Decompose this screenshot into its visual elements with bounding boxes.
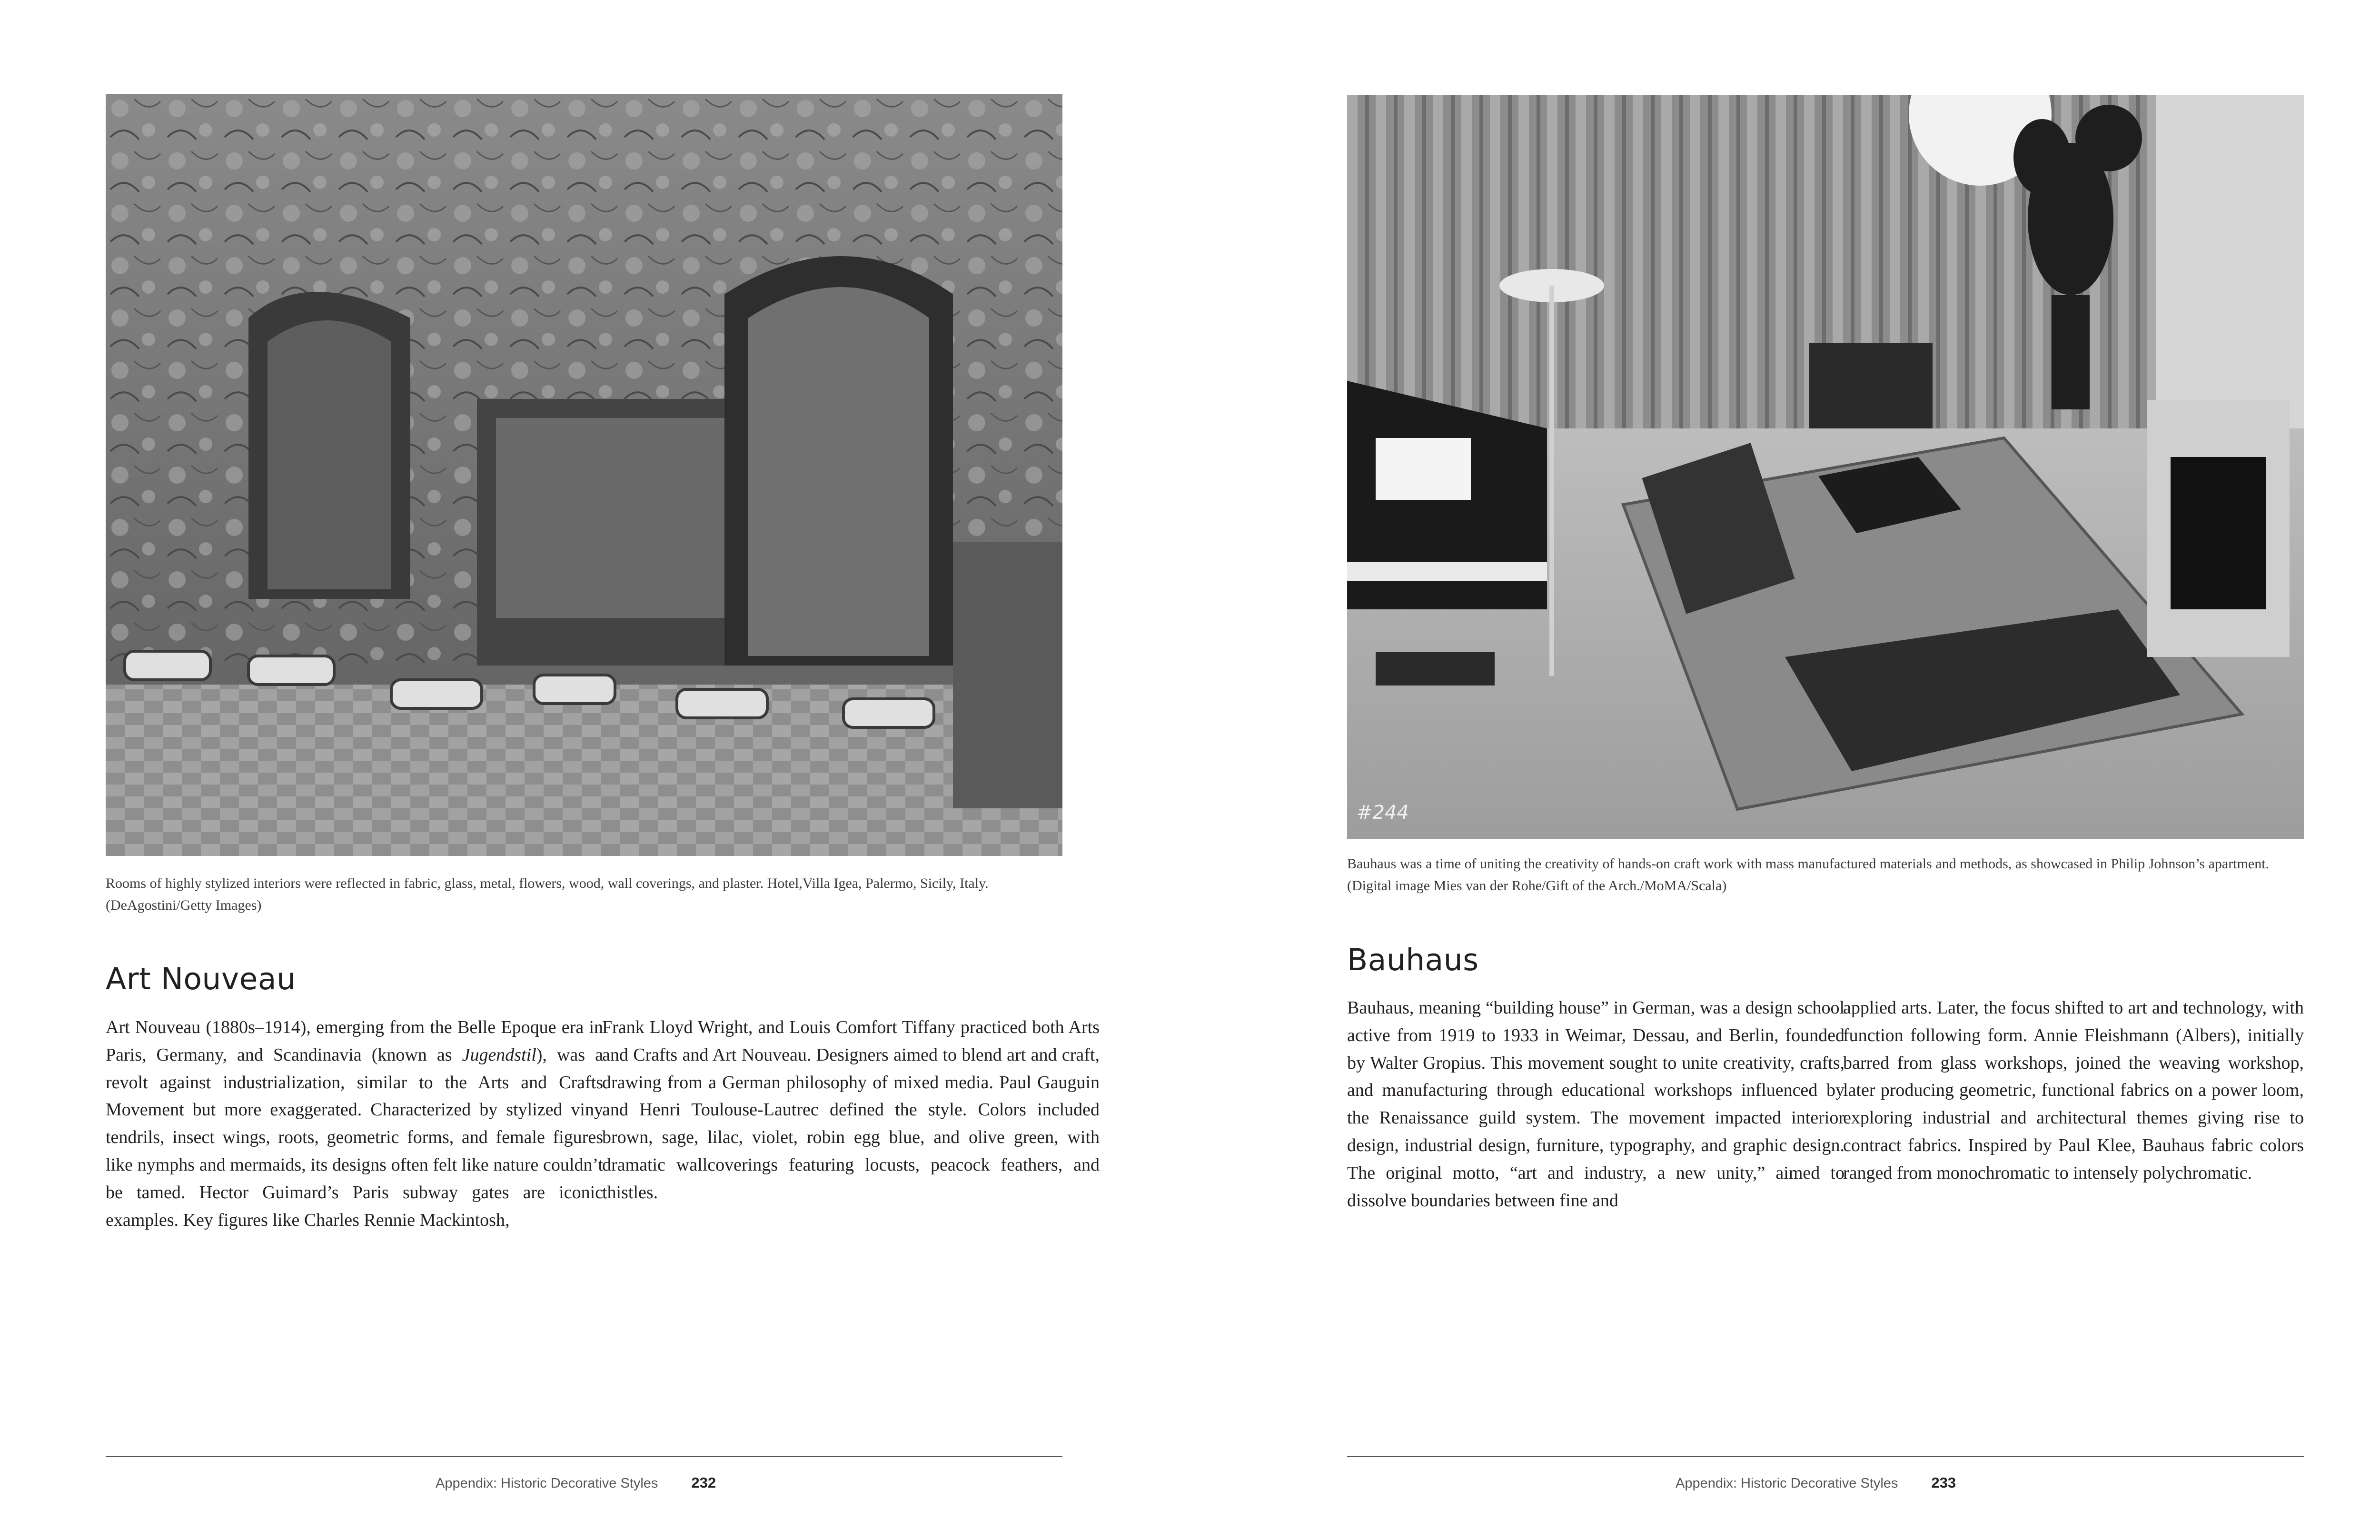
left-footer-rule [106, 1456, 1062, 1457]
art-nouveau-heading: Art Nouveau [106, 962, 296, 996]
bauhaus-heading: Bauhaus [1347, 943, 1479, 977]
bauhaus-photo-illustration [1347, 95, 2304, 839]
jugendstil-term: Jugendstil [462, 1044, 536, 1065]
art-nouveau-photo-illustration [106, 94, 1062, 856]
art-nouveau-interior-photo [106, 94, 1062, 856]
art-nouveau-column-2: Frank Lloyd Wright, and Louis Comfort Tiffany practiced both Arts and Crafts and Art Nouveau. Designers aimed to blend art and craft, drawing from a German philosophy of mixed media. Paul Gauguin and Henri Toulouse-Lautrec defined the style. Colors included brown, sage, lilac, violet, robin egg blue, and olive green, with dramatic wallcoverings featuring locusts, peacock feathers, and thistles. [602, 1017, 1100, 1202]
left-page-number: 232 [691, 1474, 716, 1491]
bauhaus-apartment-photo [1347, 95, 2304, 839]
right-page-number: 233 [1931, 1474, 1956, 1491]
right-footer-rule [1347, 1456, 2304, 1457]
art-nouveau-col1-text-b: ), was a revolt against industrialization, similar to the Arts and Crafts Movement but more exaggerated. Characterized by stylized viny tendrils, insect wings, roots, geometric forms, and female figures like nymphs and mermaids, its designs often felt like nature couldn’t be tamed. Hector Guimard’s Paris subway gates are iconic examples. Key figures like Charles Rennie Mackintosh, [106, 1044, 604, 1230]
right-page [1190, 0, 2380, 1540]
art-nouveau-col1-text-a: Art Nouveau (1880s–1914), emerging from the Belle Epoque era in Paris, Germany, and Scandinavia (known as [106, 1017, 603, 1065]
right-running-footer [1676, 1474, 1956, 1491]
photo-negative-mark: #244 [1357, 802, 1409, 824]
art-nouveau-column-1 [106, 1014, 603, 1234]
bauhaus-column-1: Bauhaus, meaning “building house” in German, was a design school active from 1919 to 1933 in Weimar, Dessau, and Berlin, founded by Walter Gropius. This movement sought to unite creativity, crafts, and manufacturing through educational workshops influenced by the Renaissance guild system. The movement impacted interior design, industrial design, furniture, typography, and graphic design. The original motto, “art and industry, a new unity,” aimed to dissolve boundaries between fine and [1347, 998, 1844, 1211]
left-footer-title: Appendix: Historic Decorative Styles [436, 1476, 658, 1491]
left-running-footer [436, 1474, 716, 1491]
right-footer-title: Appendix: Historic Decorative Styles [1676, 1476, 1898, 1491]
art-nouveau-photo-caption: Rooms of highly stylized interiors were reflected in fabric, glass, metal, flowers, wood, wall coverings, and plaster. Hotel,Villa Igea, Palermo, Sicily, Italy. (DeAgostini/Getty Images) [106, 875, 989, 913]
bauhaus-photo-caption: Bauhaus was a time of uniting the creativity of hands-on craft work with mass manufactured materials and methods, as showcased in Philip Johnson’s apartment. (Digital image Mies van der Rohe/Gift of the Arch./MoMA/Scala) [1347, 856, 2270, 894]
bauhaus-column-2: applied arts. Later, the focus shifted to art and technology, with function following form. Annie Fleishmann (Albers), initially barred from glass workshops, joined the weaving workshop, later producing geometric, functional fabrics on a power loom, exploring industrial and architectural themes giving rise to contract fabrics. Inspired by Paul Klee, Bauhaus fabric colors ranged from monochromatic to intensely polychromatic. [1843, 998, 2304, 1183]
